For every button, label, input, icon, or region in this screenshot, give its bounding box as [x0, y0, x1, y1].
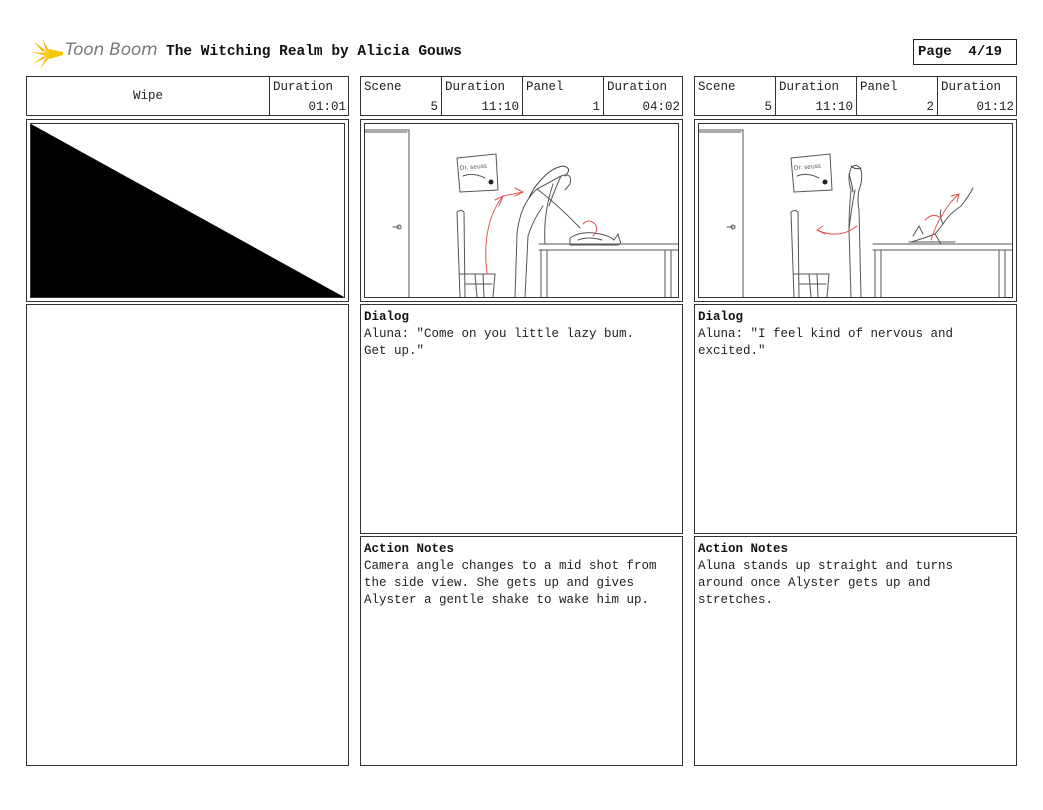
- panel-2-dialog-box: [694, 304, 1017, 534]
- transition-type: Wipe: [132, 89, 163, 103]
- scene-duration-cell: [442, 77, 522, 115]
- wall-poster: [791, 154, 832, 192]
- scene-duration: 11:10: [815, 100, 853, 114]
- action-notes-heading: Action Notes: [364, 542, 455, 556]
- panel-duration: 04:02: [642, 100, 680, 114]
- wipe-diagram: [31, 124, 344, 297]
- panel-cell: [857, 77, 937, 115]
- panel-2-sketch: [699, 124, 1012, 297]
- chair: [457, 211, 465, 298]
- panel-1-dialog-box: [360, 304, 683, 534]
- motion-arrow: [583, 221, 597, 236]
- panel-1-info-bar: [360, 76, 683, 116]
- wall-poster: [457, 154, 498, 192]
- scene-label: Scene: [698, 80, 736, 94]
- page-indicator: [913, 39, 1017, 65]
- page-header: [0, 0, 1043, 75]
- poster-sign: Dr. seuss: [793, 162, 822, 172]
- document-title: The Witching Realm by Alicia Gouws: [166, 44, 462, 60]
- chair: [791, 211, 799, 298]
- door: [365, 130, 409, 297]
- panel-duration: 01:12: [976, 100, 1014, 114]
- character-aluna: [849, 165, 862, 297]
- transition-duration: 01:01: [308, 100, 346, 114]
- toon-boom-logo-icon: [30, 36, 64, 70]
- brand-name: Toon Boom: [65, 40, 158, 60]
- scene-cell: [361, 77, 441, 115]
- poster-sign: Dr. seuss: [459, 162, 488, 172]
- table: [539, 244, 678, 297]
- scene-number: 5: [764, 100, 772, 114]
- action-notes-text: Aluna stands up straight and turns around once Alyster gets up and stretches.: [698, 559, 954, 607]
- panel-1-sketch-frame: [360, 119, 683, 302]
- panel-2-info-bar: [694, 76, 1017, 116]
- dialog-text: Aluna: "Come on you little lazy bum. Get up.": [364, 327, 635, 358]
- scene-duration-label: Duration: [779, 80, 840, 94]
- panel-duration-label: Duration: [607, 80, 668, 94]
- panel-duration-label: Duration: [941, 80, 1002, 94]
- panel-2-notes-box: [694, 536, 1017, 766]
- dialog-text: Aluna: "I feel kind of nervous and excited.": [698, 327, 954, 358]
- transition-empty-box: [26, 304, 349, 766]
- panel-number: 2: [926, 100, 934, 114]
- scene-number: 5: [430, 100, 438, 114]
- dialog-heading: Dialog: [364, 310, 410, 324]
- panel-duration-cell: [604, 77, 683, 115]
- action-notes-heading: Action Notes: [698, 542, 789, 556]
- dialog-heading: Dialog: [698, 310, 744, 324]
- table: [873, 244, 1012, 297]
- panel-duration-cell: [938, 77, 1017, 115]
- panel-label: Panel: [526, 80, 564, 94]
- transition-duration-cell: [270, 77, 349, 115]
- panel-number: 1: [592, 100, 600, 114]
- scene-cell: [695, 77, 775, 115]
- page-number: 4/19: [968, 44, 1003, 60]
- panel-label: Panel: [860, 80, 898, 94]
- scene-duration: 11:10: [481, 100, 519, 114]
- action-notes-text: Camera angle changes to a mid shot from the side view. She gets up and gives Alyster a gentle shake to wake him up.: [364, 559, 657, 607]
- duration-label: Duration: [273, 80, 334, 94]
- panel-2-sketch-frame: [694, 119, 1017, 302]
- panel-cell: [523, 77, 603, 115]
- panel-1-notes-box: [360, 536, 683, 766]
- transition-info-bar: [26, 76, 349, 116]
- page-label: Page: [918, 44, 952, 60]
- scene-duration-label: Duration: [445, 80, 506, 94]
- door: [699, 130, 743, 297]
- panel-1-sketch: [365, 124, 678, 297]
- transition-wipe-frame: [26, 119, 349, 302]
- door-knob: [727, 225, 735, 229]
- scene-label: Scene: [364, 80, 402, 94]
- scene-duration-cell: [776, 77, 856, 115]
- door-knob: [393, 225, 401, 229]
